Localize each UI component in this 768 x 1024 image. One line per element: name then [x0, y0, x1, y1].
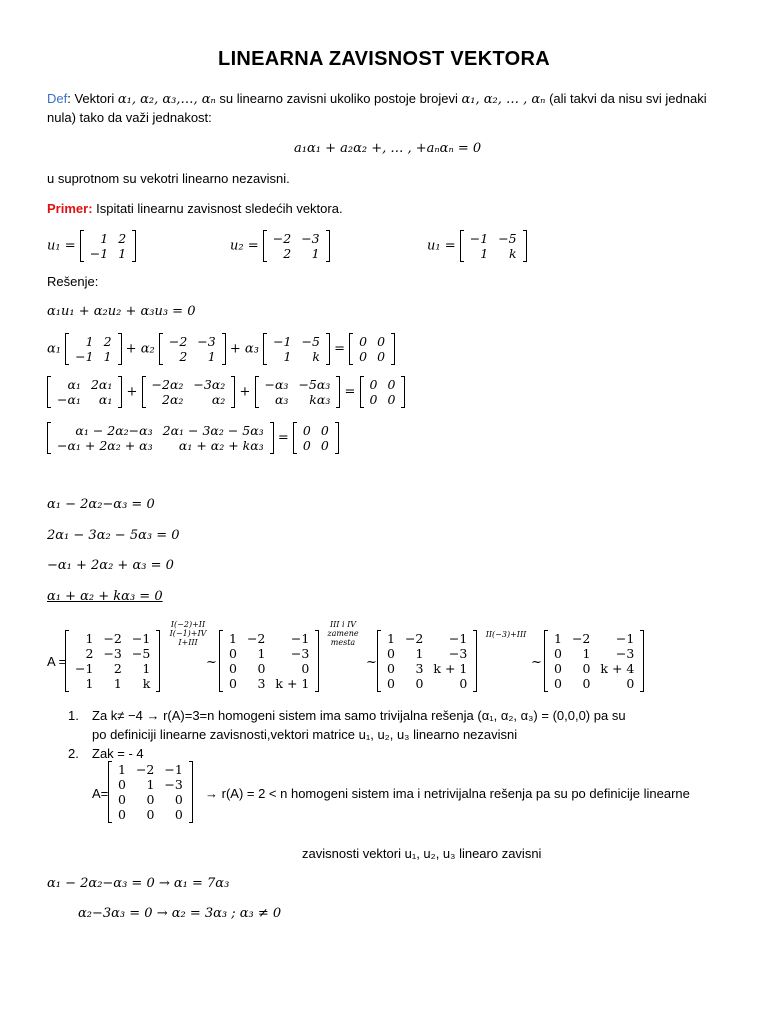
primer-label: Primer:	[47, 201, 93, 216]
matrix-row	[113, 777, 188, 792]
coef-a2: α₂	[140, 341, 155, 357]
plus-sign: +	[229, 341, 241, 357]
matrix-table	[113, 762, 188, 822]
matrix-table	[224, 631, 314, 691]
matrix-row	[382, 631, 472, 646]
matrix-row	[354, 349, 390, 364]
matrix-cell: 0	[257, 661, 266, 676]
matrix-cell: 0	[387, 661, 395, 676]
matrix-cell: −2	[404, 631, 424, 646]
u2-matrix	[263, 231, 330, 261]
case-2-matrix	[108, 762, 193, 822]
zero-matrix	[360, 377, 406, 407]
matrix-cell: 1	[100, 231, 109, 246]
equals-sign: =	[344, 384, 356, 400]
matrix-cell: −2	[571, 631, 591, 646]
matrix-cell: 0	[146, 792, 155, 807]
definition-line-2: nula) tako da važi jednakost:	[47, 110, 212, 125]
row-op: I+III	[178, 638, 198, 647]
matrix-row	[268, 231, 325, 246]
matrix-cell: −1	[89, 246, 109, 261]
matrix-cell: −5	[301, 334, 320, 349]
matrix-cell: −α₃	[264, 377, 289, 392]
matrix-row	[382, 661, 472, 676]
matrix-table	[365, 377, 401, 407]
matrix-table	[260, 377, 336, 407]
matrix-equation-2	[47, 377, 405, 407]
matrix-row	[260, 392, 336, 407]
matrix-row	[268, 334, 325, 349]
matrix-cell: −1	[290, 631, 310, 646]
primer-text: Ispitati linearnu zavisnost sledećih vektora.	[96, 201, 343, 216]
matrix-cell: 0	[302, 423, 311, 438]
matrix-c-body	[377, 631, 477, 691]
matrix-cell: 2	[179, 349, 188, 364]
zero-matrix	[293, 423, 339, 453]
matrix-cell: −2	[103, 631, 122, 646]
matrix-cell: −5	[498, 231, 517, 246]
equals-sign: =	[277, 430, 289, 446]
system-eq-1: α₁ − 2α₂−α₃ = 0	[47, 497, 155, 512]
matrix-cell: −α₁ + 2α₂ + α₃	[57, 438, 153, 453]
matrix-cell: k + 4	[600, 661, 635, 676]
u1-label: u₁ =	[47, 238, 76, 254]
matrix-cell: −2	[272, 231, 292, 246]
matrix-a-body	[65, 631, 160, 691]
matrix-cell: α₁	[98, 392, 113, 407]
matrix-a	[65, 631, 160, 691]
matrix-cell: 0	[415, 676, 424, 691]
definition-equation: a₁α₁ + a₂α₂ +, … , +aₙαₙ = 0	[294, 141, 482, 156]
plus-sign: +	[239, 384, 251, 400]
matrix-row	[147, 377, 231, 392]
matrix-row	[549, 676, 639, 691]
matrix-cell: 0	[174, 807, 183, 822]
matrix-row	[70, 631, 155, 646]
matrix-cell: 1	[257, 646, 266, 661]
matrix-row	[52, 438, 269, 453]
matrix-cell: k + 1	[275, 676, 310, 691]
matrix-cell: 2α₁ − 3α₂ − 5α₃	[162, 423, 264, 438]
matrix-cell: α₃	[274, 392, 289, 407]
matrix-cell: 3	[257, 676, 266, 691]
tilde-2: ~	[366, 655, 377, 670]
coef-a1: α₁	[47, 341, 61, 357]
matrix-cell: 1	[554, 631, 562, 646]
matrix-cell: −α₁	[57, 392, 81, 407]
matrix-row	[365, 392, 401, 407]
matrix-cell: 0	[320, 438, 329, 453]
matrix-cell: −3	[103, 646, 122, 661]
system-eq-3: −α₁ + 2α₂ + α₃ = 0	[47, 558, 174, 573]
matrix-cell: −1	[448, 631, 468, 646]
matrix-b-body	[219, 631, 319, 691]
matrix-cell: α₂	[211, 392, 226, 407]
matrix-row	[549, 631, 639, 646]
system-eq-2: 2α₁ − 3α₂ − 5α₃ = 0	[47, 528, 180, 543]
matrix-cell: 0	[387, 676, 395, 691]
u3-label: u₁ =	[427, 238, 456, 254]
matrix-cell: 0	[301, 661, 310, 676]
def-text-c: (ali takvi da nisu svi jednaki	[549, 91, 707, 106]
resenje-label: Rešenje:	[47, 274, 99, 289]
matrix-cell: α₁ − 2α₂−α₃	[75, 423, 153, 438]
matrix-row	[224, 646, 314, 661]
matrix-row	[224, 661, 314, 676]
matrix-cell: 2	[118, 231, 127, 246]
matrix-row	[224, 676, 314, 691]
matrix-cell: −3	[448, 646, 468, 661]
matrix-cell: 0	[554, 676, 562, 691]
matrix-cell: 0	[377, 349, 386, 364]
row-op: zamene	[327, 629, 359, 638]
matrix-row	[70, 349, 116, 364]
matrix-cell: k	[509, 246, 517, 261]
row-ops-2	[317, 620, 369, 647]
tilde-3: ~	[531, 655, 542, 670]
matrix-equation-3	[47, 423, 339, 453]
matrix-cell: −3α₂	[193, 377, 226, 392]
tilde-1: ~	[206, 655, 217, 670]
matrix-row	[147, 392, 231, 407]
matrix-table	[268, 334, 325, 364]
matrix-cell: k	[142, 676, 151, 691]
matrix-row	[465, 246, 522, 261]
matrix-cell: −1	[615, 631, 635, 646]
plus-sign: +	[125, 341, 137, 357]
matrix-cell: −1	[75, 349, 94, 364]
definition-line-3: u suprotnom su vekotri linearno nezavisni.	[47, 171, 290, 186]
matrix-row	[52, 377, 117, 392]
matrix-cell: 0	[554, 646, 562, 661]
final-eq-1: α₁ − 2α₂−α₃ = 0 → α₁ = 7α₃	[47, 876, 230, 891]
scaled-matrix-3	[255, 377, 341, 407]
matrix-cell: 0	[118, 807, 126, 822]
matrix-cell: 2	[103, 334, 112, 349]
matrix-cell: −1	[75, 661, 94, 676]
row-ops-1	[158, 620, 218, 647]
matrix-cell: 1	[207, 349, 216, 364]
matrix-row	[164, 334, 221, 349]
case-1-line-2: po definiciji linearne zavisnosti,vektori matrice u₁, u₂, u₃ linearno nezavisni	[92, 727, 518, 742]
case-2-line-1: Zak = - 4	[92, 746, 144, 761]
matrix-cell: 0	[377, 334, 386, 349]
matrix-cell: α₁	[67, 377, 81, 392]
matrix-cell: 0	[582, 661, 591, 676]
matrix-cell: kα₃	[309, 392, 331, 407]
matrix-table	[164, 334, 221, 364]
scaled-matrix-1	[47, 377, 122, 407]
matrix-cell: 1	[229, 631, 237, 646]
def-label: Def	[47, 91, 68, 106]
matrix-cell: k + 1	[433, 661, 468, 676]
case-2-a-label: A=	[92, 786, 109, 801]
sum-matrix	[47, 423, 274, 453]
plus-sign: +	[126, 384, 138, 400]
matrix-cell: 2	[283, 246, 292, 261]
matrix-cell: 1	[118, 246, 127, 261]
matrix-cell: 0	[229, 646, 237, 661]
case-2-line-3: zavisnosti vektori u₁, u₂, u₃ linearo zavisni	[302, 846, 542, 861]
matrix-c	[377, 631, 477, 691]
matrix-row	[268, 246, 325, 261]
matrix-row	[70, 676, 155, 691]
matrix-row	[549, 661, 639, 676]
matrix-row	[354, 334, 390, 349]
def-text-a: : Vektori	[67, 91, 115, 106]
matrix-cell: 1	[146, 777, 155, 792]
matrix-cell: 0	[146, 807, 155, 822]
matrix-table	[465, 231, 522, 261]
matrix-cell: 0	[369, 392, 378, 407]
matrix-cell: −2	[135, 762, 155, 777]
case-2-matrix-body	[108, 762, 193, 822]
u1-matrix	[80, 231, 136, 261]
vector-u2	[230, 231, 330, 261]
def-vectors: α₁, α₂, α₃,…, αₙ	[117, 92, 216, 107]
final-eq-2: α₂−3α₃ = 0 → α₂ = 3α₃ ; α₃ ≠ 0	[78, 906, 282, 921]
def-text-b: su linearno zavisni ukoliko postoje brojevi	[219, 91, 458, 106]
matrix-row	[70, 334, 116, 349]
u2-label: u₂ =	[230, 238, 259, 254]
matrix-cell: 0	[359, 334, 368, 349]
matrix-cell: 2	[85, 646, 94, 661]
matrix-row	[113, 807, 188, 822]
page-title: LINEARNA ZAVISNOST VEKTORA	[218, 48, 550, 70]
matrix-b	[219, 631, 319, 691]
matrix-table	[52, 423, 269, 453]
matrix-d	[544, 631, 644, 691]
matrix-row	[70, 646, 155, 661]
matrix-row	[85, 231, 131, 246]
matrix-cell: 1	[311, 246, 320, 261]
matrix-table	[298, 423, 334, 453]
matrix-row	[113, 762, 188, 777]
case-1-number: 1.	[68, 708, 79, 723]
matrix-row	[260, 377, 336, 392]
primer-line	[47, 201, 343, 217]
u3-matrix	[460, 231, 527, 261]
matrix-cell: −3	[197, 334, 216, 349]
matrix-cell: −2α₂	[151, 377, 184, 392]
matrix-table	[85, 231, 131, 261]
matrix-cell: −2	[246, 631, 266, 646]
matrix-d-body	[544, 631, 644, 691]
matrix-table	[354, 334, 390, 364]
row-op: I(−1)+IV	[169, 629, 207, 638]
matrix-row	[164, 349, 221, 364]
linear-combination-equation: α₁u₁ + α₂u₂ + α₃u₃ = 0	[47, 304, 196, 319]
matrix-cell: 3	[415, 661, 424, 676]
matrix-cell: 0	[174, 792, 183, 807]
row-ops-3: II(−3)+III	[485, 630, 527, 639]
matrix-cell: −5	[131, 646, 151, 661]
matrix-cell: 0	[229, 676, 237, 691]
matrix-cell: 0	[387, 646, 395, 661]
matrix-row	[549, 646, 639, 661]
matrix-u1	[65, 334, 121, 364]
matrix-cell: 2α₂	[162, 392, 184, 407]
matrix-row	[52, 392, 117, 407]
matrix-cell: 0	[118, 777, 126, 792]
matrix-row	[298, 423, 334, 438]
matrix-row	[113, 792, 188, 807]
matrix-cell: −2	[168, 334, 188, 349]
matrix-row	[268, 349, 325, 364]
matrix-cell: 0	[359, 349, 368, 364]
matrix-row	[382, 646, 472, 661]
matrix-cell: −3	[290, 646, 310, 661]
matrix-table	[52, 377, 117, 407]
matrix-cell: −1	[131, 631, 151, 646]
matrix-table	[382, 631, 472, 691]
case-2-conclusion: → r(A) = 2 < n homogeni sistem ima i netrivijalna rešenja pa su po definicije linearne	[205, 786, 690, 801]
matrix-cell: 0	[229, 661, 237, 676]
matrix-cell: 1	[118, 762, 126, 777]
matrix-row	[298, 438, 334, 453]
system-eq-4: α₁ + α₂ + kα₃ = 0	[47, 589, 163, 604]
case-2-number: 2.	[68, 746, 79, 761]
row-op: I(−2)+II	[170, 620, 206, 629]
matrix-cell: 1	[480, 246, 489, 261]
matrix-cell: 0	[369, 377, 378, 392]
matrix-cell: 0	[302, 438, 311, 453]
matrix-cell: 2α₁	[90, 377, 113, 392]
definition-line-1	[47, 91, 707, 108]
matrix-cell: −3	[164, 777, 183, 792]
matrix-cell: −3	[615, 646, 635, 661]
matrix-row	[465, 231, 522, 246]
equals-sign: =	[334, 341, 345, 357]
matrix-cell: −1	[469, 231, 489, 246]
coef-a3: α₃	[244, 341, 259, 357]
matrix-cell: 0	[626, 676, 635, 691]
matrix-a-label: A =	[47, 654, 67, 669]
vector-u1	[47, 231, 136, 261]
zero-matrix	[349, 334, 395, 364]
case-1-line-1: Za k≠ −4 → r(A)=3=n homogeni sistem ima samo trivijalna rešenja (α₁, α₂, α₃) = (0,0,0) pa su	[92, 708, 626, 723]
matrix-cell: 0	[320, 423, 329, 438]
matrix-cell: 1	[113, 676, 122, 691]
matrix-cell: −5α₃	[298, 377, 331, 392]
matrix-cell: 1	[85, 631, 94, 646]
matrix-table	[70, 334, 116, 364]
matrix-cell: −3	[301, 231, 320, 246]
matrix-cell: 1	[85, 676, 94, 691]
matrix-row	[365, 377, 401, 392]
matrix-cell: 0	[459, 676, 468, 691]
matrix-cell: 0	[118, 792, 126, 807]
matrix-cell: 1	[103, 349, 112, 364]
matrix-cell: 0	[387, 392, 396, 407]
matrix-cell: −1	[273, 334, 292, 349]
matrix-cell: 1	[415, 646, 424, 661]
matrix-cell: 0	[387, 377, 396, 392]
matrix-u2	[159, 334, 226, 364]
matrix-cell: 1	[142, 661, 151, 676]
def-scalars: α₁, α₂, … , αₙ	[461, 92, 546, 107]
matrix-row	[85, 246, 131, 261]
matrix-table	[70, 631, 155, 691]
vector-u3	[427, 231, 527, 261]
matrix-row	[52, 423, 269, 438]
matrix-cell: 1	[283, 349, 292, 364]
matrix-cell: 1	[387, 631, 395, 646]
matrix-u3	[263, 334, 330, 364]
matrix-cell: −1	[164, 762, 183, 777]
matrix-cell: α₁ + α₂ + kα₃	[178, 438, 264, 453]
matrix-row	[70, 661, 155, 676]
matrix-table	[147, 377, 231, 407]
matrix-row	[382, 676, 472, 691]
matrix-cell: 1	[85, 334, 94, 349]
matrix-equation-1	[47, 334, 395, 364]
matrix-cell: 1	[582, 646, 591, 661]
row-op: III i IV	[329, 620, 357, 629]
scaled-matrix-2	[142, 377, 236, 407]
matrix-table	[549, 631, 639, 691]
matrix-row	[224, 631, 314, 646]
row-op: mesta	[330, 638, 356, 647]
matrix-table	[268, 231, 325, 261]
matrix-cell: 0	[554, 661, 562, 676]
matrix-cell: 2	[113, 661, 122, 676]
matrix-cell: k	[312, 349, 320, 364]
matrix-cell: 0	[582, 676, 591, 691]
